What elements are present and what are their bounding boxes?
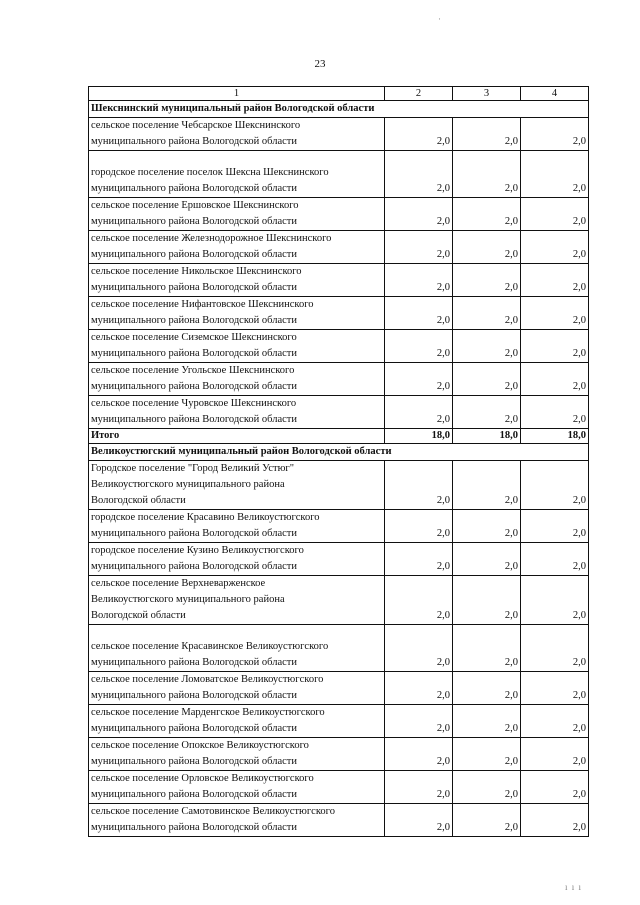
page-number: 23 [314, 58, 326, 70]
settlement-name-line: муниципального района Вологодской области [91, 756, 298, 767]
value-cell-col-4: 2,0 [521, 264, 589, 297]
scan-mark-bottom: ı ı ı [565, 882, 583, 892]
value-cell-col-2: 2,0 [385, 705, 453, 738]
table-header-row [89, 87, 589, 101]
value-cell-col-4: 2,0 [521, 330, 589, 363]
settlement-name-line: муниципального района Вологодской области [91, 249, 298, 260]
table-row [89, 297, 589, 330]
table-row [89, 231, 589, 264]
settlement-name-line: сельское поселение Орловское Великоустюгского [91, 773, 314, 784]
value-cell-col-3: 2,0 [453, 118, 521, 151]
settlement-name-line: муниципального района Вологодской области [91, 723, 298, 734]
value-cell-col-4: 2,0 [521, 231, 589, 264]
settlement-name-cell [89, 231, 385, 264]
table-row [89, 330, 589, 363]
table-row [89, 510, 589, 543]
value-cell-col-3: 2,0 [453, 363, 521, 396]
value-cell-col-4: 2,0 [521, 151, 589, 198]
settlement-name-line: сельское поселение Марденгское Великоустюгского [91, 707, 325, 718]
settlement-name-line: муниципального района Вологодской области [91, 216, 298, 227]
settlement-name-line: муниципального района Вологодской области [91, 282, 298, 293]
table-row [89, 576, 589, 625]
section-title: Шекснинский муниципальный район Вологодской области [89, 101, 589, 118]
settlement-name-line: сельское поселение Нифантовское Шекснинского [91, 299, 314, 310]
settlement-name-line: городское поселение поселок Шексна Шекснинского [91, 167, 329, 178]
value-cell-col-4: 2,0 [521, 771, 589, 804]
value-cell-col-3: 2,0 [453, 461, 521, 510]
value-cell-col-3: 2,0 [453, 297, 521, 330]
total-row [89, 429, 589, 444]
value-cell-col-2: 2,0 [385, 771, 453, 804]
settlement-name-cell [89, 363, 385, 396]
settlement-name-line: сельское поселение Ершовское Шекснинского [91, 200, 299, 211]
settlement-name-line: Великоустюгского муниципального района [91, 594, 285, 605]
row-spacer [91, 625, 382, 639]
settlement-name-line: муниципального района Вологодской области [91, 561, 298, 572]
value-cell-col-3: 2,0 [453, 264, 521, 297]
settlement-name-line: муниципального района Вологодской области [91, 381, 298, 392]
settlement-name-cell [89, 625, 385, 672]
value-cell-col-2: 2,0 [385, 738, 453, 771]
value-cell-col-3: 2,0 [453, 625, 521, 672]
settlement-name-line: муниципального района Вологодской области [91, 136, 298, 147]
value-cell-col-2: 2,0 [385, 118, 453, 151]
settlement-name-cell [89, 330, 385, 363]
table-row [89, 461, 589, 510]
settlement-name-cell [89, 264, 385, 297]
settlement-name-cell [89, 198, 385, 231]
table-body [89, 101, 589, 837]
allocation-table [88, 86, 589, 837]
value-cell-col-2: 2,0 [385, 363, 453, 396]
value-cell-col-2: 2,0 [385, 264, 453, 297]
settlement-name-line: сельское поселение Железнодорожное Шекснинского [91, 233, 332, 244]
settlement-name-cell [89, 771, 385, 804]
value-cell-col-4: 2,0 [521, 461, 589, 510]
settlement-name-line: сельское поселение Самотовинское Великоустюгского [91, 806, 335, 817]
column-header-1: 1 [89, 87, 385, 101]
value-cell-col-3: 2,0 [453, 151, 521, 198]
value-cell-col-2: 2,0 [385, 231, 453, 264]
settlement-name-cell [89, 118, 385, 151]
value-cell-col-3: 2,0 [453, 330, 521, 363]
value-cell-col-4: 2,0 [521, 510, 589, 543]
settlement-name-cell [89, 543, 385, 576]
value-cell-col-3: 2,0 [453, 738, 521, 771]
value-cell-col-4: 2,0 [521, 625, 589, 672]
settlement-name-line: муниципального района Вологодской области [91, 690, 298, 701]
settlement-name-line: Великоустюгского муниципального района [91, 479, 285, 490]
value-cell-col-4: 2,0 [521, 363, 589, 396]
table-row [89, 151, 589, 198]
value-cell-col-2: 2,0 [385, 672, 453, 705]
settlement-name-line: сельское поселение Опокское Великоустюгского [91, 740, 309, 751]
total-value-col-2: 18,0 [385, 429, 453, 444]
settlement-name-line: Вологодской области [91, 495, 186, 506]
value-cell-col-4: 2,0 [521, 738, 589, 771]
value-cell-col-4: 2,0 [521, 705, 589, 738]
value-cell-col-2: 2,0 [385, 576, 453, 625]
value-cell-col-4: 2,0 [521, 297, 589, 330]
settlement-name-cell [89, 510, 385, 543]
value-cell-col-2: 2,0 [385, 297, 453, 330]
value-cell-col-2: 2,0 [385, 625, 453, 672]
value-cell-col-3: 2,0 [453, 804, 521, 837]
settlement-name-cell [89, 672, 385, 705]
table-row [89, 198, 589, 231]
value-cell-col-3: 2,0 [453, 705, 521, 738]
table-row [89, 705, 589, 738]
settlement-name-cell [89, 804, 385, 837]
settlement-name-line: муниципального района Вологодской области [91, 822, 298, 833]
table-row [89, 804, 589, 837]
settlement-name-line: городское поселение Кузино Великоустюгского [91, 545, 304, 556]
value-cell-col-2: 2,0 [385, 330, 453, 363]
value-cell-col-3: 2,0 [453, 510, 521, 543]
value-cell-col-4: 2,0 [521, 804, 589, 837]
table-row [89, 625, 589, 672]
table-row [89, 543, 589, 576]
settlement-name-line: Вологодской области [91, 610, 186, 621]
value-cell-col-2: 2,0 [385, 510, 453, 543]
value-cell-col-4: 2,0 [521, 118, 589, 151]
value-cell-col-3: 2,0 [453, 396, 521, 429]
settlement-name-line: муниципального района Вологодской области [91, 183, 298, 194]
table-row [89, 363, 589, 396]
table-row [89, 396, 589, 429]
value-cell-col-2: 2,0 [385, 151, 453, 198]
value-cell-col-3: 2,0 [453, 576, 521, 625]
settlement-name-cell [89, 297, 385, 330]
settlement-name-line: муниципального района Вологодской области [91, 657, 298, 668]
value-cell-col-3: 2,0 [453, 198, 521, 231]
section-title: Великоустюгский муниципальный район Вологодской области [89, 444, 589, 461]
table-row [89, 264, 589, 297]
settlement-name-cell [89, 461, 385, 510]
value-cell-col-3: 2,0 [453, 543, 521, 576]
value-cell-col-3: 2,0 [453, 672, 521, 705]
settlement-name-cell [89, 738, 385, 771]
settlement-name-line: сельское поселение Красавинское Великоустюгского [91, 641, 329, 652]
table-row [89, 738, 589, 771]
value-cell-col-3: 2,0 [453, 231, 521, 264]
value-cell-col-4: 2,0 [521, 672, 589, 705]
value-cell-col-4: 2,0 [521, 576, 589, 625]
settlement-name-line: муниципального района Вологодской области [91, 414, 298, 425]
table-row [89, 118, 589, 151]
scan-mark-top: · [438, 14, 441, 24]
total-value-col-4: 18,0 [521, 429, 589, 444]
settlement-name-line: муниципального района Вологодской области [91, 315, 298, 326]
settlement-name-line: Городское поселение "Город Великий Устюг" [91, 463, 295, 474]
settlement-name-line: сельское поселение Угольское Шекснинского [91, 365, 295, 376]
column-header-3: 3 [453, 87, 521, 101]
value-cell-col-2: 2,0 [385, 804, 453, 837]
value-cell-col-3: 2,0 [453, 771, 521, 804]
section-header-row [89, 444, 589, 461]
table-row [89, 672, 589, 705]
settlement-name-cell [89, 151, 385, 198]
settlement-name-cell [89, 576, 385, 625]
settlement-name-line: муниципального района Вологодской области [91, 348, 298, 359]
settlement-name-cell [89, 705, 385, 738]
settlement-name-line: сельское поселение Сиземское Шекснинского [91, 332, 297, 343]
column-header-4: 4 [521, 87, 589, 101]
settlement-name-line: городское поселение Красавино Великоустюгского [91, 512, 320, 523]
value-cell-col-2: 2,0 [385, 198, 453, 231]
value-cell-col-4: 2,0 [521, 396, 589, 429]
column-header-2: 2 [385, 87, 453, 101]
row-spacer [91, 151, 382, 165]
value-cell-col-2: 2,0 [385, 396, 453, 429]
value-cell-col-4: 2,0 [521, 198, 589, 231]
settlement-name-line: муниципального района Вологодской области [91, 789, 298, 800]
value-cell-col-4: 2,0 [521, 543, 589, 576]
settlement-name-line: сельское поселение Ломоватское Великоустюгского [91, 674, 324, 685]
settlement-name-line: сельское поселение Чебсарское Шекснинского [91, 120, 301, 131]
total-label: Итого [89, 429, 385, 444]
value-cell-col-2: 2,0 [385, 543, 453, 576]
table-row [89, 771, 589, 804]
settlement-name-cell [89, 396, 385, 429]
value-cell-col-2: 2,0 [385, 461, 453, 510]
section-header-row [89, 101, 589, 118]
settlement-name-line: сельское поселение Чуровское Шекснинского [91, 398, 297, 409]
settlement-name-line: муниципального района Вологодской области [91, 528, 298, 539]
total-value-col-3: 18,0 [453, 429, 521, 444]
settlement-name-line: сельское поселение Никольское Шекснинского [91, 266, 302, 277]
settlement-name-line: сельское поселение Верхневарженское [91, 578, 266, 589]
